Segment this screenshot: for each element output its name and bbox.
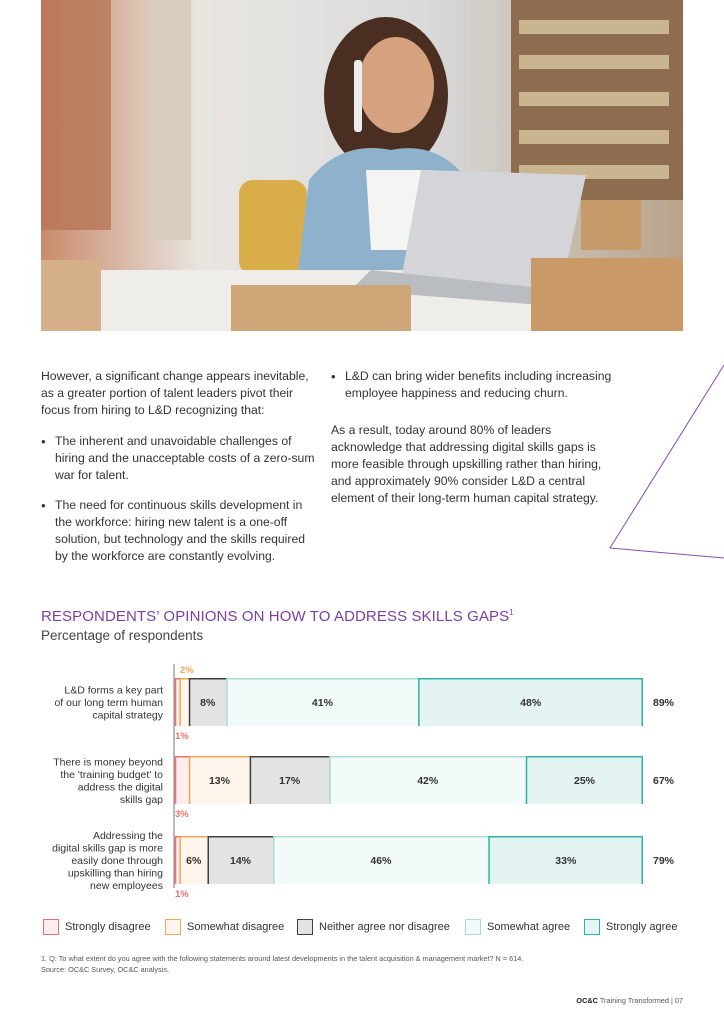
legend-item-strongly-agree [584, 919, 678, 935]
data-label: 41% [311, 697, 333, 709]
data-label: 14% [230, 855, 252, 867]
total-agree-label: 79% [652, 855, 674, 867]
category-label: the 'training budget' to [60, 768, 163, 781]
category-label: upskilling than hiring [67, 867, 163, 880]
category-label: of our long term human [54, 697, 163, 709]
category-label: address the digital [77, 781, 163, 794]
chart-title-text: RESPONDENTS’ OPINIONS ON HOW TO ADDRESS SKILLS GAPS [41, 608, 510, 625]
bar-segment [180, 678, 189, 726]
legend-swatch [465, 919, 481, 935]
data-label: 17% [279, 775, 301, 787]
category-label: new employees [90, 880, 163, 892]
category-label: There is money beyond [53, 756, 163, 769]
category-label: L&D forms a key part [64, 684, 163, 697]
data-label: 13% [208, 775, 230, 787]
data-label: 8% [200, 697, 216, 709]
footnote-source: Source: OC&C Survey, OC&C analysis. [41, 965, 170, 974]
bullet-item: • The inherent and unavoidable challenges of hiring and the unacceptable costs of a zero-sum war for talent. [41, 433, 317, 484]
data-label: 33% [555, 855, 577, 867]
legend-label: Strongly disagree [65, 921, 151, 933]
category-label: skills gap [119, 793, 163, 806]
data-label: 6% [186, 855, 202, 867]
legend-item-somewhat-disagree [165, 919, 284, 935]
bullet-item: • L&D can bring wider benefits including increasing employee happiness and reducing churn. [331, 368, 621, 402]
legend-swatch [297, 919, 313, 935]
legend-label: Somewhat disagree [187, 921, 285, 933]
small-data-label: 1% [175, 731, 189, 742]
footer-title: Training Transformed [599, 996, 669, 1005]
footer-brand: OC&C [576, 996, 598, 1005]
stacked-bar-chart [0, 660, 724, 915]
legend-swatch [43, 919, 59, 935]
category-label: digital skills gap is more [52, 842, 163, 855]
small-data-label: 2% [180, 665, 194, 676]
legend-label: Strongly agree [606, 921, 678, 933]
category-label: Addressing the [92, 830, 163, 842]
legend-label: Neither agree nor disagree [319, 921, 450, 933]
bullet-list-left [41, 433, 317, 565]
small-data-label: 3% [175, 809, 189, 820]
text-column-right [331, 368, 621, 521]
page-footer [576, 996, 683, 1005]
legend-item-neither [297, 919, 450, 935]
footnote-question: 1. Q: To what extent do you agree with the following statements around latest developments in the talent acquisition & management market? N = 614. [41, 954, 524, 963]
data-label: 25% [573, 775, 596, 787]
chart-subtitle: Percentage of respondents [41, 628, 204, 643]
bullet-list-right [331, 368, 621, 402]
chart-legend [41, 919, 691, 941]
small-data-label: 1% [175, 889, 189, 900]
chart-title-footnote-marker: 1 [509, 608, 514, 617]
total-agree-label: 89% [652, 697, 674, 709]
legend-swatch [584, 919, 600, 935]
data-label: 42% [417, 775, 439, 787]
data-label: 48% [520, 697, 542, 709]
legend-swatch [165, 919, 181, 935]
bar-segment [175, 756, 189, 804]
text-column-left [41, 368, 317, 578]
conclusion-paragraph: As a result, today around 80% of leaders acknowledge that addressing digital skills gaps is more feasible through upskilling rather than hiring, and approximately 90% consider L&D a central element of their long-term human capital strategy. [331, 423, 602, 505]
data-label: 46% [370, 855, 392, 867]
page-number: 07 [674, 996, 683, 1005]
legend-label: Somewhat agree [487, 921, 571, 933]
legend-item-strongly-disagree [43, 919, 151, 935]
intro-paragraph: However, a significant change appears inevitable, as a greater portion of talent leaders pivot their focus from hiring to L&D recognizing that: [41, 369, 309, 417]
hero-photo [41, 0, 683, 331]
category-label: capital strategy [92, 709, 163, 722]
footnote [41, 953, 523, 975]
legend-item-somewhat-agree [465, 919, 570, 935]
total-agree-label: 67% [652, 775, 674, 787]
chart-title [41, 608, 514, 625]
category-label: easily done through [71, 855, 163, 867]
bullet-item: • The need for continuous skills development in the workforce: hiring new talent is a one-off solution, but technology and the skills required by the workforce are constantly evolving. [41, 497, 317, 565]
footer-separator: | [670, 996, 673, 1005]
chart-svg [0, 660, 724, 910]
